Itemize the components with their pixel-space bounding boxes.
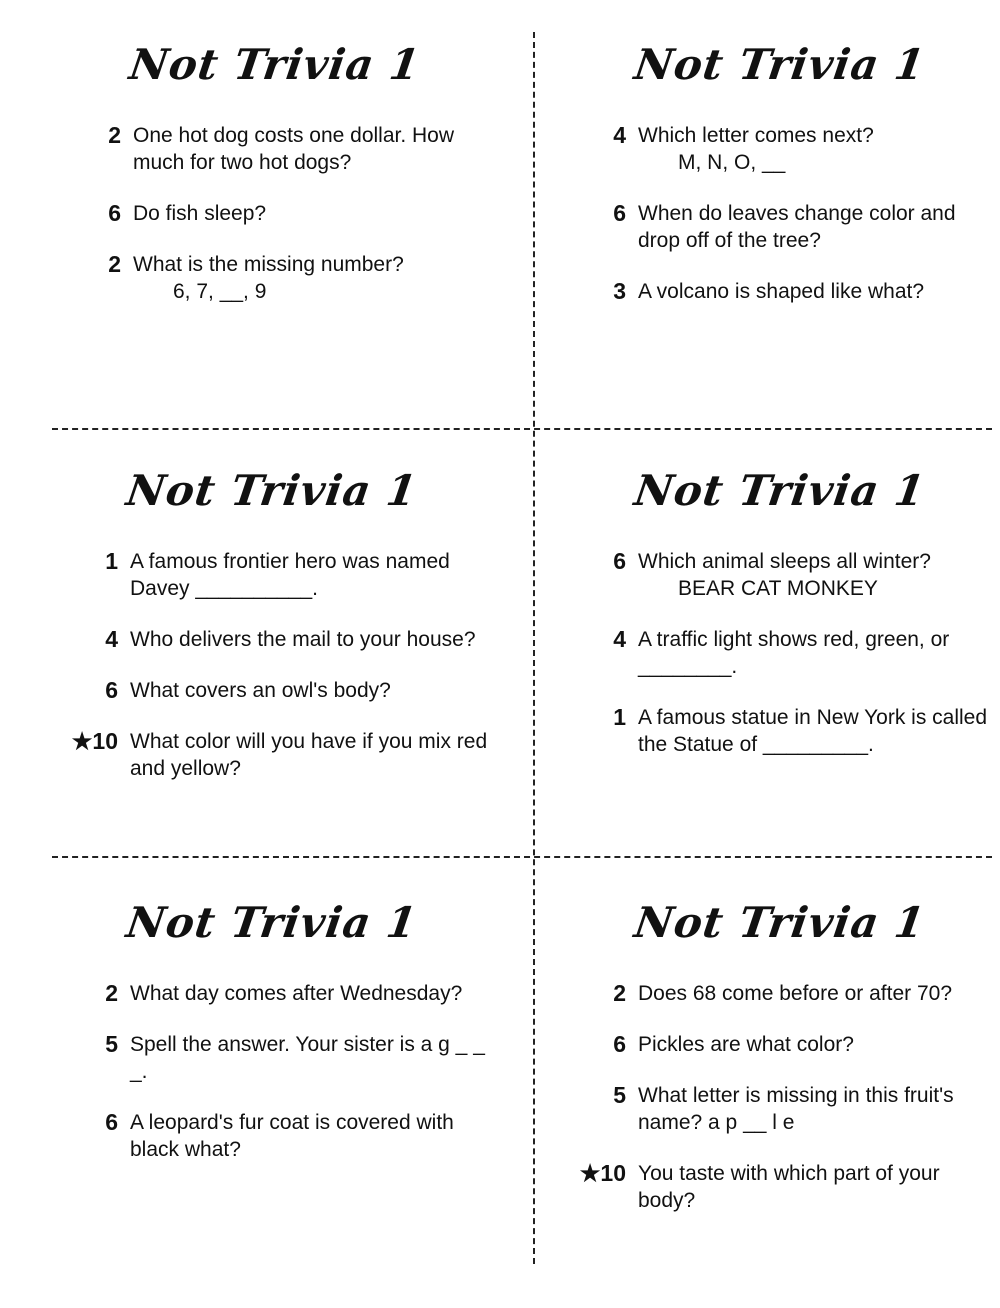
question-list [52, 548, 492, 806]
card-title: Not Trivia 1 [631, 898, 929, 947]
question-item [52, 1031, 492, 1085]
question-points: 5 [613, 1082, 626, 1108]
question-text: Spell the answer. Your sister is a g _ _ _. [130, 1033, 485, 1083]
question-item [52, 1109, 492, 1163]
question-text: Pickles are what color? [638, 1033, 854, 1056]
question-points: 2 [105, 980, 118, 1006]
question-item [560, 200, 1000, 254]
question-points: 6 [613, 548, 626, 574]
question-list [560, 980, 1000, 1238]
card-title: Not Trivia 1 [123, 466, 421, 515]
question-text: You taste with which part of your body? [638, 1162, 940, 1212]
question-list [560, 548, 1000, 782]
question-points: 3 [613, 278, 626, 304]
card-title: Not Trivia 1 [126, 40, 424, 89]
question-points: 1 [613, 704, 626, 730]
question-points: 5 [105, 1031, 118, 1057]
card-title: Not Trivia 1 [631, 40, 929, 89]
question-points-starred: ★10 [71, 728, 118, 754]
question-item [560, 278, 1000, 305]
question-points: 2 [108, 251, 121, 277]
question-item [52, 548, 492, 602]
trivia-card-2 [560, 40, 1000, 450]
question-text: What letter is missing in this fruit's name? a p __ l e [638, 1084, 954, 1134]
question-points: 4 [105, 626, 118, 652]
question-points: 6 [105, 1109, 118, 1135]
question-item [52, 728, 492, 782]
card-title: Not Trivia 1 [631, 466, 929, 515]
trivia-card-3 [52, 466, 492, 876]
question-text: A leopard's fur coat is covered with black what? [130, 1111, 454, 1161]
question-points: 2 [613, 980, 626, 1006]
question-points: 6 [613, 200, 626, 226]
question-text: What color will you have if you mix red and yellow? [130, 730, 488, 780]
question-item [52, 626, 492, 653]
question-points-starred: ★10 [579, 1160, 626, 1186]
question-points: 1 [105, 548, 118, 574]
card-title: Not Trivia 1 [123, 898, 421, 947]
question-text: One hot dog costs one dollar. How much for two hot dogs? [133, 124, 455, 174]
question-item [55, 200, 495, 227]
question-points: 6 [108, 200, 121, 226]
trivia-card-6 [560, 898, 1000, 1308]
question-list [52, 980, 492, 1187]
question-points: 6 [105, 677, 118, 703]
question-text: What day comes after Wednesday? [130, 982, 463, 1005]
question-points: 2 [108, 122, 121, 148]
question-text: A traffic light shows red, green, or ________. [638, 628, 950, 678]
question-item [55, 251, 495, 305]
question-text: Which animal sleeps all winter? [638, 550, 931, 573]
trivia-card-4 [560, 466, 1000, 876]
question-text: What is the missing number? [133, 253, 404, 276]
question-item [52, 980, 492, 1007]
question-text: A famous frontier hero was named Davey __________. [130, 550, 450, 600]
question-sequence: 6, 7, __, 9 [173, 280, 267, 303]
question-item [560, 704, 1000, 758]
trivia-card-1 [55, 40, 495, 450]
question-points: 4 [613, 626, 626, 652]
question-item [560, 1031, 1000, 1058]
question-list [55, 122, 495, 329]
question-item [55, 122, 495, 176]
question-sequence: M, N, O, __ [678, 151, 786, 174]
question-text: A famous statue in New York is called the Statue of _________. [638, 706, 988, 756]
question-item [560, 548, 1000, 602]
question-points: 4 [613, 122, 626, 148]
question-list [560, 122, 1000, 329]
question-text: Do fish sleep? [133, 202, 267, 225]
question-text: Who delivers the mail to your house? [130, 628, 476, 651]
question-item [560, 980, 1000, 1007]
question-item [52, 677, 492, 704]
question-points: 6 [613, 1031, 626, 1057]
question-text: What covers an owl's body? [130, 679, 391, 702]
question-text: A volcano is shaped like what? [638, 280, 925, 303]
vertical-cut-line [533, 32, 535, 1264]
trivia-card-5 [52, 898, 492, 1308]
question-choices: BEAR CAT MONKEY [678, 577, 878, 600]
question-item [560, 1082, 1000, 1136]
question-text: Which letter comes next? [638, 124, 874, 147]
question-item [560, 626, 1000, 680]
question-item [560, 122, 1000, 176]
question-text: When do leaves change color and drop off of the tree? [638, 202, 956, 252]
question-text: Does 68 come before or after 70? [638, 982, 953, 1005]
question-item [560, 1160, 1000, 1214]
